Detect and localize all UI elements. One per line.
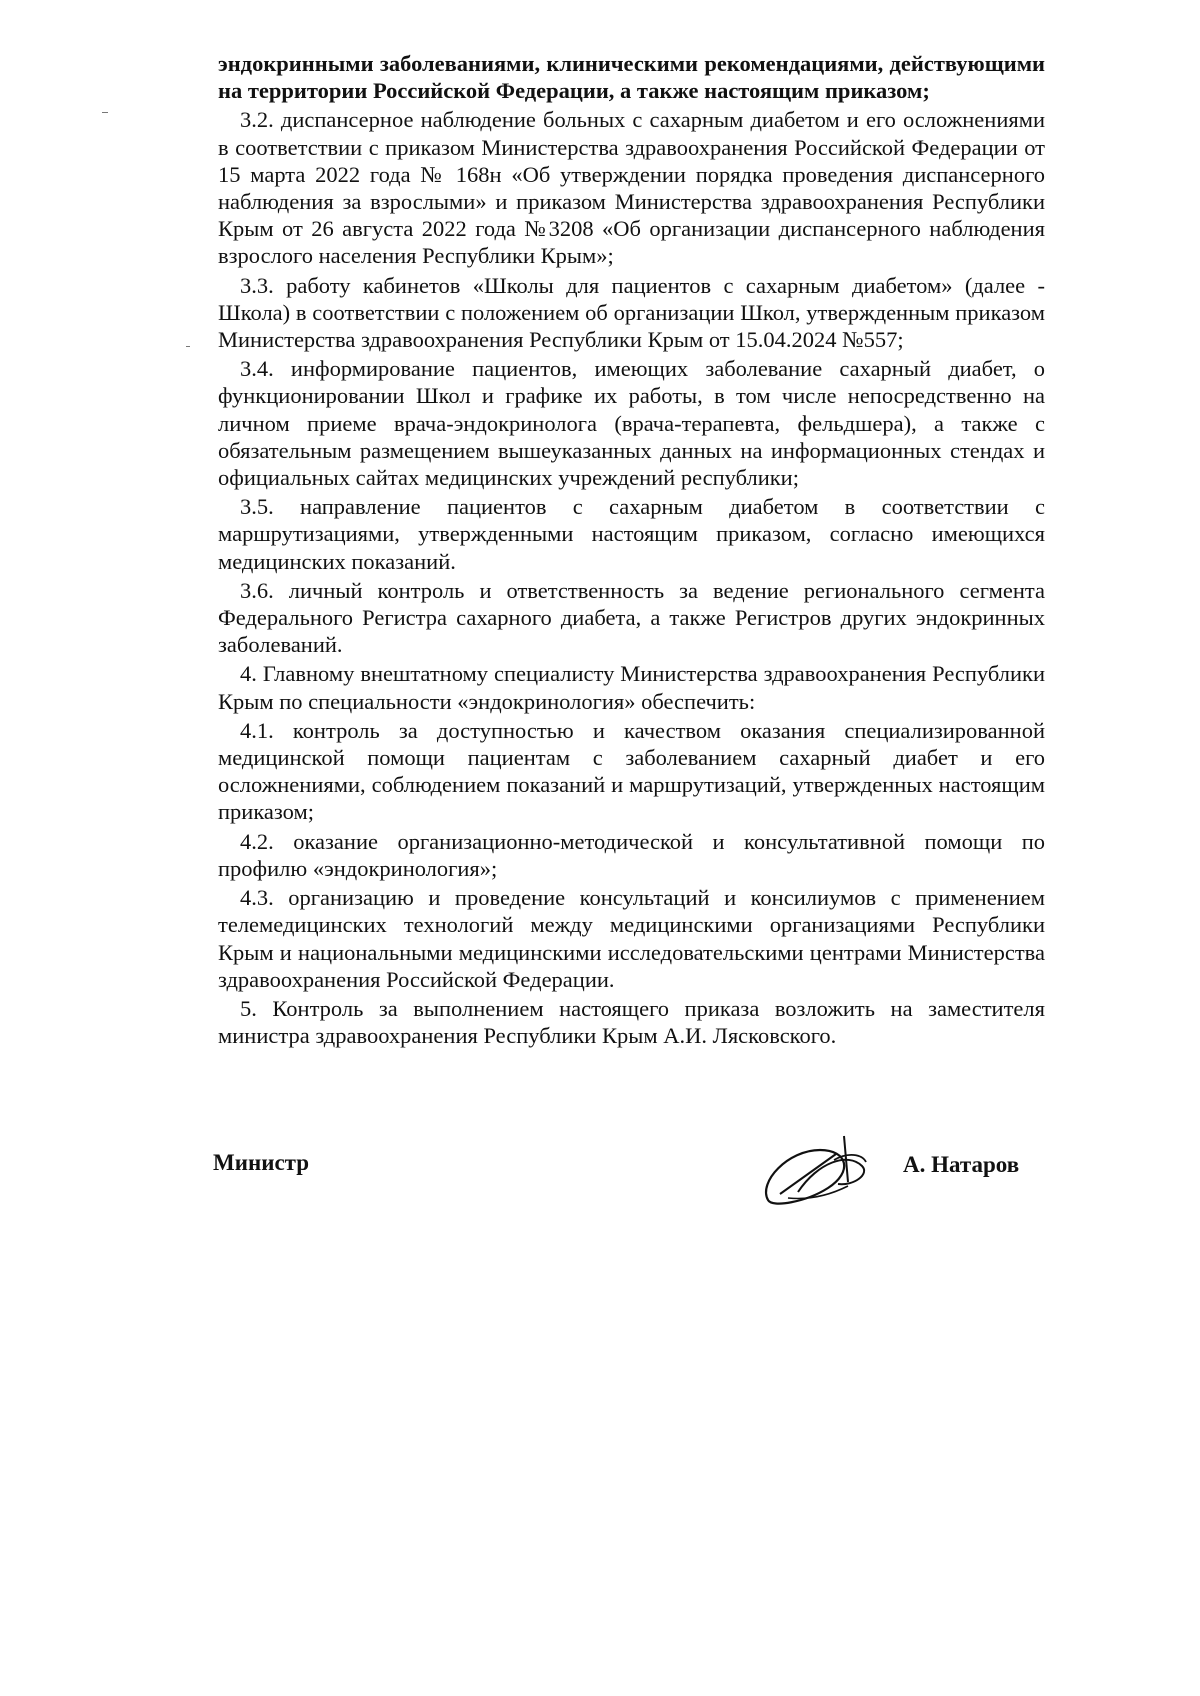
scan-artifact <box>186 346 190 347</box>
signature-block <box>213 1150 1053 1230</box>
paragraph-4: 4. Главному внештатному специалисту Министерства здравоохранения Республики Крым по специальности «эндокринология» обеспечить: <box>218 661 1045 714</box>
document-body <box>218 50 1045 1051</box>
paragraph-3-3: 3.3. работу кабинетов «Школы для пациентов с сахарным диабетом» (далее - Школа) в соответствии с положением об организации Школ, утвержденным приказом Министерства здравоохранения Республики Крым от 15.04.2024 №557; <box>218 272 1045 353</box>
paragraph-continuation: эндокринными заболеваниями, клиническими рекомендациями, действующими на территории Российской Федерации, а также настоящим приказом; <box>218 51 1045 104</box>
paragraph-3-5: 3.5. направление пациентов с сахарным диабетом в соответствии с маршрутизациями, утвержденными настоящим приказом, согласно имеющихся медицинских показаний. <box>218 494 1045 574</box>
paragraph-4-3: 4.3. организацию и проведение консультаций и консилиумов с применением телемедицинских технологий между медицинскими организациями Республики Крым и национальными медицинскими исследовательскими центрами Министерства здравоохранения Российской Федерации. <box>218 885 1045 992</box>
signatory-name: А. Натаров <box>903 1152 1020 1177</box>
paragraph-3-4: 3.4. информирование пациентов, имеющих заболевание сахарный диабет, о функционировании Школ и графике их работы, в том числе непосредственно на личном приеме врача-эндокринолога (врача-терапевта, фельдшера), а также с обязательным размещением вышеуказанных данных на информационных стендах и официальных сайтах медицинских учреждений республики; <box>218 356 1045 491</box>
handwritten-signature <box>758 1122 888 1214</box>
paragraph-3-2: 3.2. диспансерное наблюдение больных с сахарным диабетом и его осложнениями в соответствии с приказом Министерства здравоохранения Российской Федерации от 15 марта 2022 года № 168н «Об утверждении порядка проведения диспансерного наблюдения за взрослыми» и приказом Министерства здравоохранения Республики Крым от 26 августа 2022 года №3208 «Об организации диспансерного наблюдения взрослого населения Республики Крым»; <box>218 107 1045 269</box>
paragraph-4-2: 4.2. оказание организационно-методической и консультативной помощи по профилю «эндокринология»; <box>218 828 1045 881</box>
signatory-role: Министр <box>213 1150 310 1175</box>
paragraph-5: 5. Контроль за выполнением настоящего приказа возложить на заместителя министра здравоохранения Республики Крым А.И. Лясковского. <box>218 995 1045 1049</box>
paragraph-4-1: 4.1. контроль за доступностью и качеством оказания специализированной медицинской помощи пациентам с заболеванием сахарный диабет и его осложнениями, соблюдением показаний и маршрутизаций, утвержденных настоящим приказом; <box>218 717 1045 825</box>
paragraph-3-6: 3.6. личный контроль и ответственность за ведение регионального сегмента Федерального Регистра сахарного диабета, а также Регистров других эндокринных заболеваний. <box>218 577 1045 658</box>
scan-artifact <box>102 112 108 113</box>
